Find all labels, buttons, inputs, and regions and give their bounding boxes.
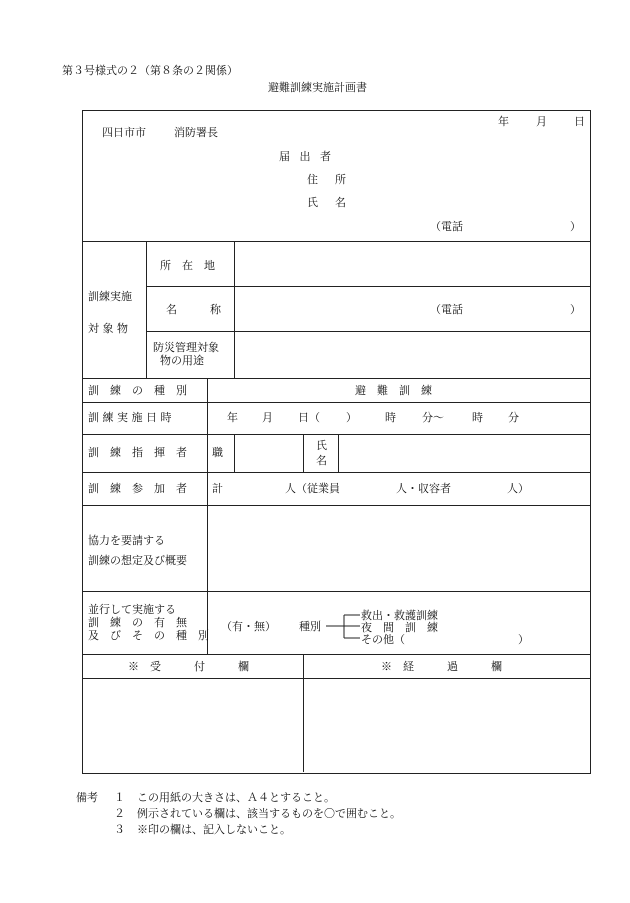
form-title: 避難訓練実施計画書 xyxy=(268,81,367,94)
date-year-label: 年 xyxy=(498,115,509,128)
commander-label: 訓 練 指 揮 者 xyxy=(88,446,187,459)
datetime-hour-start: 時 xyxy=(385,411,396,424)
concurrent-label-2: 訓 練 の 有 無 xyxy=(88,616,187,629)
facility-group-label-1: 訓練実施 xyxy=(88,290,132,303)
participants-accommodated: 人・収容者 xyxy=(396,482,451,495)
commander-position-label: 職 xyxy=(212,446,223,459)
facility-location-label: 所 在 地 xyxy=(160,259,215,272)
facility-name-label: 名 称 xyxy=(166,303,221,316)
addressee-chief: 消防署長 xyxy=(174,126,218,139)
datetime-paren-close: ） xyxy=(346,411,357,424)
concurrent-yes-no: （有・無） xyxy=(221,620,276,633)
date-day-label: 日 xyxy=(574,115,585,128)
participants-label: 訓 練 参 加 者 xyxy=(88,482,187,495)
concurrent-type-label: 種別 xyxy=(299,620,321,633)
cooperation-label-2: 訓練の想定及び概要 xyxy=(88,554,187,567)
commander-name-label-1: 氏 xyxy=(316,439,327,452)
note-number: １ xyxy=(114,791,125,804)
datetime-minute-end: 分 xyxy=(508,411,519,424)
facility-group-label-2: 対 象 物 xyxy=(88,322,128,335)
note-text: 例示されている欄は、該当するものを〇で囲むこと。 xyxy=(137,807,401,820)
concurrent-option-other: その他（ xyxy=(361,633,405,646)
note-text: この用紙の大きさは、Ａ４とすること。 xyxy=(137,791,335,804)
concurrent-bracket-icon xyxy=(326,610,360,640)
facility-usage-label-2: 物の用途 xyxy=(160,354,204,367)
facility-usage-label-1: 防災管理対象 xyxy=(153,341,219,354)
reception-label: ※ 受 付 欄 xyxy=(128,660,249,673)
cooperation-label-1: 協力を要請する xyxy=(88,534,165,547)
facility-phone-close: ） xyxy=(570,303,581,316)
concurrent-option-other-close: ） xyxy=(518,633,529,646)
concurrent-option-night: 夜 間 訓 練 xyxy=(361,621,438,634)
notifier-address-label: 住 所 xyxy=(307,173,349,186)
participants-close: 人） xyxy=(507,482,529,495)
facility-location-field[interactable] xyxy=(235,242,589,286)
datetime-day: 日（ xyxy=(298,411,320,424)
facility-usage-field[interactable] xyxy=(235,332,589,378)
note-text: ※印の欄は、記入しないこと。 xyxy=(137,823,291,836)
note-number: ３ xyxy=(114,823,125,836)
notifier-phone-open: （電話 xyxy=(430,220,463,233)
form-number: 第３号様式の２（第８条の２関係） xyxy=(62,64,238,77)
participants-employees: 人（従業員 xyxy=(285,482,340,495)
addressee-city: 四日市市 xyxy=(102,126,146,139)
facility-phone-open: （電話 xyxy=(430,303,463,316)
commander-position-field[interactable] xyxy=(235,435,303,472)
notifier-phone-close: ） xyxy=(570,220,581,233)
concurrent-label-3: 及 び そ の 種 別 xyxy=(88,629,209,642)
datetime-hour-end: 時 xyxy=(472,411,483,424)
date-month-label: 月 xyxy=(536,115,547,128)
progress-label: ※ 経 過 欄 xyxy=(381,660,502,673)
commander-name-field[interactable] xyxy=(339,435,589,472)
progress-field xyxy=(304,679,589,771)
datetime-minute-start: 分～ xyxy=(422,411,444,424)
participants-total-label: 計 xyxy=(212,482,223,495)
training-type-value: 避 難 訓 練 xyxy=(355,384,432,397)
notes-label: 備考 xyxy=(76,791,98,804)
concurrent-option-rescue: 救出・救護訓練 xyxy=(361,609,438,622)
training-datetime-label: 訓 練 実 施 日 時 xyxy=(88,411,172,424)
cooperation-field[interactable] xyxy=(208,506,589,591)
notifier-name-label: 氏 名 xyxy=(307,196,349,209)
training-type-label: 訓 練 の 種 別 xyxy=(88,384,187,397)
datetime-year: 年 xyxy=(227,411,238,424)
datetime-month: 月 xyxy=(262,411,273,424)
commander-name-label-2: 名 xyxy=(316,454,327,467)
note-number: ２ xyxy=(114,807,125,820)
notifier-label: 届 出 者 xyxy=(279,150,334,163)
reception-field xyxy=(83,679,303,771)
concurrent-label-1: 並行して実施する xyxy=(88,603,176,616)
